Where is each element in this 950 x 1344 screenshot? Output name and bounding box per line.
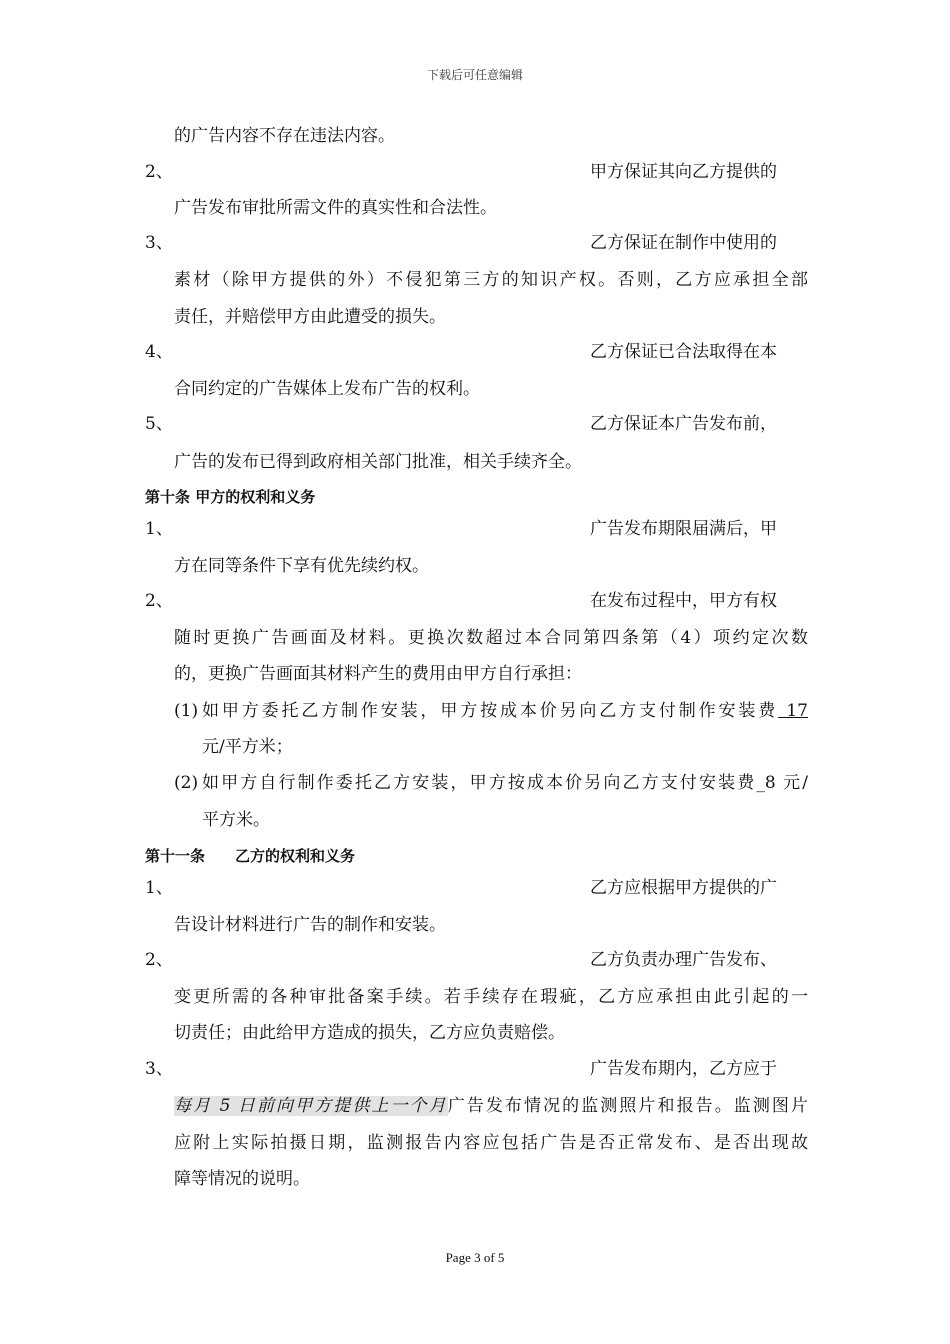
section-heading: 第十条 甲方的权利和义务 (145, 488, 316, 506)
paragraph-line: 合同约定的广告媒体上发布广告的权利。 (174, 379, 480, 399)
item-head: 乙方应根据甲方提供的广 (590, 878, 777, 898)
section-heading-title: 乙方的权利和义务 (235, 847, 356, 865)
paragraph-line: 广告的发布已得到政府相关部门批准，相关手续齐全。 (174, 452, 582, 472)
item-number: 2、 (145, 162, 173, 182)
fee-value: 17 (778, 701, 808, 721)
paragraph-line: 方在同等条件下享有优先续约权。 (174, 556, 429, 576)
sub-item-text: 如甲方自行制作委托乙方安装，甲方按成本价另向乙方支付安装费_8 元/ (202, 773, 808, 793)
item-head: 广告发布期限届满后，甲 (590, 519, 777, 539)
paragraph-line: 的广告内容不存在违法内容。 (174, 126, 395, 146)
paragraph-line: 素材（除甲方提供的外）不侵犯第三方的知识产权。否则，乙方应承担全部 (174, 270, 808, 290)
item-number: 5、 (145, 414, 173, 434)
page-header: 下载后可任意编辑 (426, 68, 523, 82)
item-head: 乙方负责办理广告发布、 (590, 950, 777, 970)
item-number: 2、 (145, 950, 173, 970)
paragraph-line: 切责任；由此给甲方造成的损失，乙方应负责赔偿。 (174, 1023, 565, 1043)
sub-item-number: (2) (174, 773, 199, 793)
section-heading (145, 844, 355, 868)
item-number: 3、 (145, 1059, 173, 1079)
paragraph-line: 责任，并赔偿甲方由此遭受的损失。 (174, 307, 446, 327)
sub-item-cont: 元/平方米； (202, 737, 293, 757)
item-head: 在发布过程中，甲方有权 (590, 591, 777, 611)
page-footer: Page 3 of 5 (445, 1250, 505, 1265)
paragraph-text: 广告发布情况的监测照片和报告。监测图片 (447, 1096, 808, 1116)
paragraph-line (174, 1094, 808, 1118)
item-number: 1、 (145, 878, 173, 898)
paragraph-line: 障等情况的说明。 (174, 1169, 310, 1189)
paragraph-line: 告设计材料进行广告的制作和安装。 (174, 915, 446, 935)
section-heading-number: 第十一条 (145, 847, 206, 865)
paragraph-line: 的，更换广告画面其材料产生的费用由甲方自行承担： (174, 664, 582, 684)
item-number: 2、 (145, 591, 173, 611)
item-number: 3、 (145, 233, 173, 253)
sub-item-text (202, 699, 808, 723)
paragraph-line: 变更所需的各种审批备案手续。若手续存在瑕疵，乙方应承担由此引起的一 (174, 987, 808, 1007)
sub-item-text-main: 如甲方委托乙方制作安装，甲方按成本价另向乙方支付制作安装费 (202, 701, 779, 721)
paragraph-line: 随时更换广告画面及材料。更换次数超过本合同第四条第（4）项约定次数 (174, 628, 808, 648)
paragraph-line: 应附上实际拍摄日期，监测报告内容应包括广告是否正常发布、是否出现故 (174, 1133, 808, 1153)
sub-item-number: (1) (174, 701, 199, 721)
item-head: 乙方保证在制作中使用的 (590, 233, 777, 253)
item-head: 乙方保证已合法取得在本 (590, 342, 777, 362)
item-head: 广告发布期内，乙方应于 (590, 1059, 777, 1079)
highlighted-text: 每月 5 日前向甲方提供上一个月 (174, 1096, 448, 1116)
paragraph-line: 广告发布审批所需文件的真实性和合法性。 (174, 198, 497, 218)
item-head: 甲方保证其向乙方提供的 (590, 162, 777, 182)
item-number: 4、 (145, 342, 173, 362)
sub-item-cont: 平方米。 (202, 810, 270, 830)
item-number: 1、 (145, 519, 173, 539)
item-head: 乙方保证本广告发布前， (590, 414, 777, 434)
